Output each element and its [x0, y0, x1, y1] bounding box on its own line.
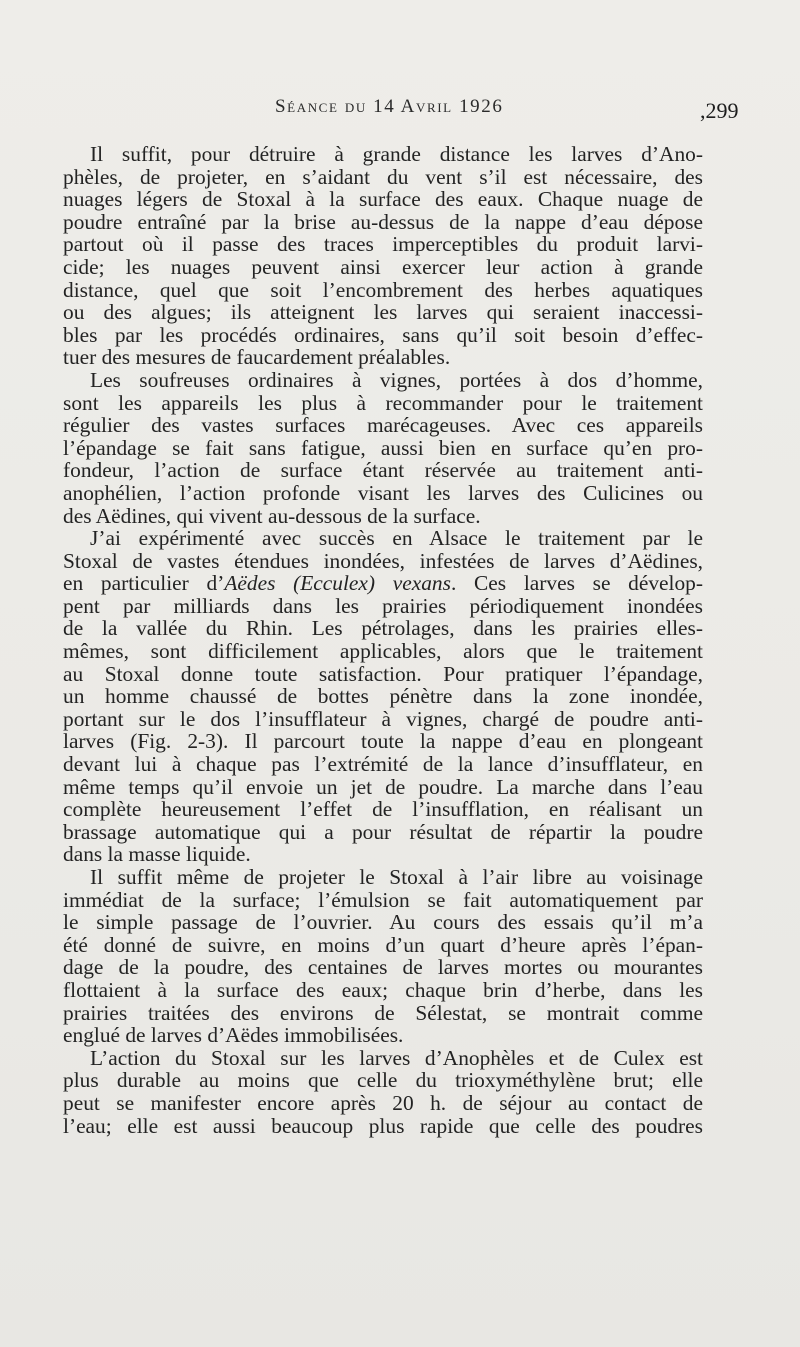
text-line: phèles, de projeter, en s’aidant du vent s’il est nécessaire, des [63, 164, 703, 189]
text-line: Les soufreuses ordinaires à vignes, portées à dos d’homme, [90, 367, 703, 392]
text-line: bles par les procédés ordinaires, sans qu’il soit besoin d’effec- [63, 322, 703, 347]
text-line: l’épandage se fait sans fatigue, aussi bien en surface qu’en pro- [63, 435, 703, 460]
text-line: Il suffit, pour détruire à grande distance les larves d’Ano- [90, 142, 703, 166]
text-line: peut se manifester encore après 20 h. de séjour au contact de [63, 1090, 703, 1115]
text-line: L’action du Stoxal sur les larves d’Anophèles et de Culex est [90, 1045, 703, 1070]
species-name: Aëdes (Ecculex) vexans [224, 571, 451, 596]
text-line: pent par milliards dans les prairies périodiquement inondées [63, 593, 703, 618]
text-line: J’ai expérimenté avec succès en Alsace le traitement par le [90, 526, 703, 551]
paragraph [63, 866, 703, 1047]
text-line: poudre entraîné par la brise au-dessus de la nappe d’eau dépose [63, 209, 703, 234]
text-line: portant sur le dos l’insufflateur à vignes, chargé de poudre anti- [63, 706, 703, 731]
text-line: l’eau; elle est aussi beaucoup plus rapide que celle des poudres [63, 1113, 703, 1138]
running-head: Séance du 14 Avril 1926 [275, 96, 504, 117]
text-line: immédiat de la surface; l’émulsion se fait automatiquement par [63, 887, 703, 912]
text-line: plus durable au moins que celle du trioxyméthylène brut; elle [63, 1068, 703, 1093]
text-line: nuages légers de Stoxal à la surface des eaux. Chaque nuage de [63, 187, 703, 212]
paragraph [63, 1047, 703, 1137]
page-number: ,299 [700, 98, 739, 123]
text-line: de la vallée du Rhin. Les pétrolages, dans les prairies elles- [63, 616, 703, 641]
text-line: mêmes, sont difficilement applicables, alors que le traitement [63, 639, 703, 664]
body-text [63, 143, 703, 1137]
text-line: complète heureusement l’effet de l’insufflation, en réalisant un [63, 797, 703, 822]
text-line: larves (Fig. 2-3). Il parcourt toute la nappe d’eau en plongeant [63, 729, 703, 754]
text-line: brassage automatique qui a pour résultat de répartir la poudre [63, 819, 703, 844]
text-line: flottaient à la surface des eaux; chaque brin d’herbe, dans les [63, 977, 703, 1002]
page-header [0, 96, 800, 126]
text-line: le simple passage de l’ouvrier. Au cours des essais qu’il m’a [63, 910, 703, 935]
text-line: même temps qu’il envoie un jet de poudre. La marche dans l’eau [63, 774, 703, 799]
paragraph [63, 527, 703, 866]
text-line: dage de la poudre, des centaines de larves mortes ou mourantes [63, 955, 703, 980]
text-line: partout où il passe des traces imperceptibles du produit larvi- [63, 232, 703, 257]
text-line: tuer des mesures de faucardement préalables. [63, 345, 451, 370]
text-line: ou des algues; ils atteignent les larves qui seraient inaccessi- [63, 300, 703, 325]
text-line-with-species [63, 572, 703, 595]
text-line: des Aëdines, qui vivent au-dessous de la surface. [63, 503, 481, 528]
text-line: régulier des vastes surfaces marécageuses. Avec ces appareils [63, 413, 703, 438]
text-line: sont les appareils les plus à recommander pour le traitement [63, 390, 703, 415]
text-line: Il suffit même de projeter le Stoxal à l’air libre au voisinage [90, 865, 703, 889]
text-line: au Stoxal donne toute satisfaction. Pour pratiquer l’épandage, [63, 661, 703, 686]
text-fragment: en particulier d’ [63, 571, 225, 596]
paragraph [63, 143, 703, 369]
text-line: devant lui à chaque pas l’extrémité de la lance d’insufflateur, en [63, 752, 703, 777]
paragraph [63, 369, 703, 527]
text-line: Stoxal de vastes étendues inondées, infestées de larves d’Aëdines, [63, 548, 703, 573]
text-line: anophélien, l’action profonde visant les larves des Culicines ou [63, 480, 703, 505]
text-line: prairies traitées des environs de Sélestat, se montrait comme [63, 1000, 703, 1025]
text-line: un homme chaussé de bottes pénètre dans la zone inondée, [63, 684, 703, 709]
text-line: englué de larves d’Aëdes immobilisées. [63, 1023, 404, 1048]
text-line: été donné de suivre, en moins d’un quart d’heure après l’épan- [63, 932, 703, 957]
text-line: dans la masse liquide. [63, 842, 251, 867]
text-line: distance, quel que soit l’encombrement des herbes aquatiques [63, 277, 703, 302]
text-line: cide; les nuages peuvent ainsi exercer leur action à grande [63, 254, 703, 279]
text-line: fondeur, l’action de surface étant réservée au traitement anti- [63, 458, 703, 483]
text-fragment: . Ces larves se dévelop- [450, 571, 703, 596]
